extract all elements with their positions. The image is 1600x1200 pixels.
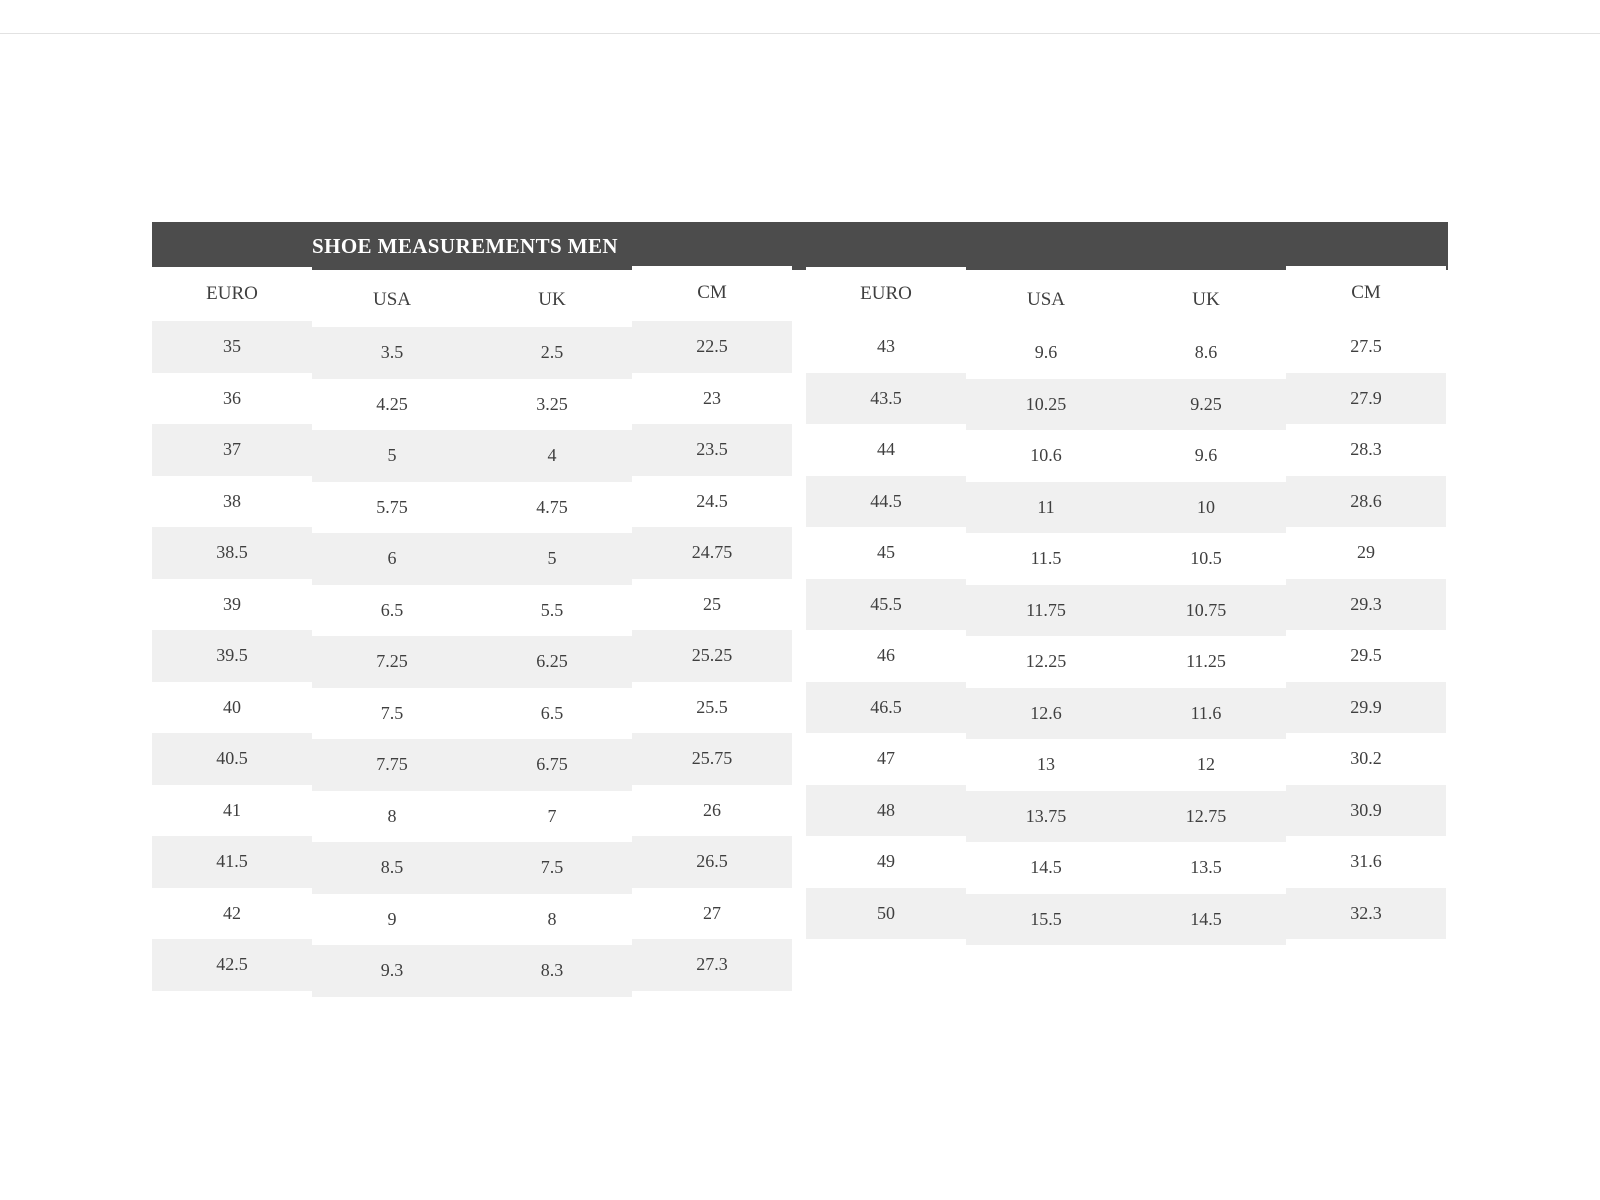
- table-cell: 7.5: [472, 842, 632, 894]
- table-cell: 14.5: [1030, 857, 1062, 878]
- table-row: [806, 839, 1446, 891]
- table-row: [806, 530, 1446, 582]
- table-cell: 13.75: [966, 791, 1126, 843]
- table-row: [152, 788, 792, 840]
- table-row: [152, 891, 792, 943]
- table-cell: 4.25: [376, 393, 408, 414]
- tables-container: [152, 270, 1448, 994]
- table-cell: 5.75: [376, 496, 408, 517]
- table-cell: 44: [877, 439, 895, 460]
- table-row: [806, 582, 1446, 634]
- table-cell: 41.5: [152, 836, 312, 888]
- table-cell: 29.9: [1286, 682, 1446, 734]
- table-cell: 7.75: [312, 739, 472, 791]
- table-cell: 45.5: [806, 579, 966, 631]
- table-cell: 38: [223, 490, 241, 511]
- left-table-head: [152, 270, 792, 324]
- table-cell: 27.3: [632, 939, 792, 991]
- table-cell: 27: [703, 902, 721, 923]
- table-cell: 3.25: [536, 393, 568, 414]
- page-top-divider: [0, 33, 1600, 34]
- table-cell: 4: [472, 430, 632, 482]
- table-cell: 11.5: [1030, 548, 1062, 569]
- table-cell: 11.25: [1186, 651, 1226, 672]
- table-cell: 38.5: [152, 527, 312, 579]
- size-chart: [152, 222, 1448, 994]
- table-cell: 5.5: [540, 599, 564, 620]
- table-cell: 36: [223, 387, 241, 408]
- table-cell: 37: [152, 424, 312, 476]
- table-cell: 10.75: [1126, 585, 1286, 637]
- table-cell: 48: [806, 785, 966, 837]
- table-cell: 28.6: [1286, 476, 1446, 528]
- table-cell: 9.25: [1126, 379, 1286, 431]
- table-cell: 25.75: [632, 733, 792, 785]
- column-header-uk: UK: [1126, 273, 1286, 327]
- table-cell: 9.6: [1034, 342, 1058, 363]
- table-row: [806, 891, 1446, 943]
- column-header-cm: CM: [1286, 266, 1446, 320]
- table-cell: 25.5: [696, 696, 728, 717]
- table-row: [806, 736, 1446, 788]
- table-cell: 6.5: [540, 702, 564, 723]
- table-cell: 26.5: [632, 836, 792, 888]
- table-row: [806, 788, 1446, 840]
- page-title: SHOE MEASUREMENTS MEN: [312, 233, 618, 258]
- table-cell: 40: [223, 696, 241, 717]
- table-cell: 10.25: [966, 379, 1126, 431]
- table-row: [152, 685, 792, 737]
- table-cell: 45: [877, 542, 895, 563]
- table-cell: 23: [703, 387, 721, 408]
- table-cell: 46.5: [806, 682, 966, 734]
- table-cell: 7.25: [312, 636, 472, 688]
- column-header-usa: USA: [312, 273, 472, 327]
- table-cell: 6: [312, 533, 472, 585]
- table-cell: 9: [387, 908, 397, 929]
- table-cell: 27.9: [1286, 373, 1446, 425]
- table-cell: 3.5: [312, 327, 472, 379]
- table-cell: 6.25: [472, 636, 632, 688]
- table-row: [152, 479, 792, 531]
- table-cell: 5: [472, 533, 632, 585]
- table-cell: 13: [1037, 754, 1055, 775]
- table-cell: 24.5: [696, 490, 728, 511]
- table-row: [152, 324, 792, 376]
- table-cell: 50: [806, 888, 966, 940]
- column-header-euro: EURO: [806, 267, 966, 321]
- table-cell: 30.9: [1286, 785, 1446, 837]
- left-table-body: [152, 324, 792, 994]
- table-cell: 41: [223, 799, 241, 820]
- chart-title-bar: [152, 222, 1448, 270]
- table-cell: 29: [1357, 542, 1375, 563]
- table-cell: 47: [877, 748, 895, 769]
- table-cell: 35: [152, 321, 312, 373]
- table-cell: 26: [703, 799, 721, 820]
- table-cell: 40.5: [152, 733, 312, 785]
- table-cell: 43.5: [806, 373, 966, 425]
- table-cell: 9.6: [1194, 445, 1218, 466]
- table-cell: 27.5: [1350, 336, 1382, 357]
- table-row: [152, 839, 792, 891]
- table-cell: 42.5: [152, 939, 312, 991]
- table-cell: 6.75: [472, 739, 632, 791]
- table-cell: 22.5: [632, 321, 792, 373]
- table-cell: 8: [547, 908, 557, 929]
- table-row: [152, 942, 792, 994]
- table-row: [806, 376, 1446, 428]
- right-table-head: [806, 270, 1446, 324]
- table-cell: 29.3: [1286, 579, 1446, 631]
- column-header-uk: UK: [472, 273, 632, 327]
- table-cell: 11.75: [966, 585, 1126, 637]
- table-cell: 46: [877, 645, 895, 666]
- left-header-row: [152, 270, 792, 324]
- table-cell: 23.5: [632, 424, 792, 476]
- table-cell: 49: [877, 851, 895, 872]
- table-row: [152, 427, 792, 479]
- table-cell: 43: [877, 336, 895, 357]
- table-row: [806, 427, 1446, 479]
- table-row: [152, 376, 792, 428]
- table-cell: 25: [703, 593, 721, 614]
- table-cell: 13.5: [1190, 857, 1222, 878]
- table-cell: 12: [1197, 754, 1215, 775]
- right-table-body: [806, 324, 1446, 942]
- column-header-usa: USA: [966, 273, 1126, 327]
- table-cell: 39: [223, 593, 241, 614]
- table-cell: 12.25: [1025, 651, 1067, 672]
- table-cell: 12.6: [966, 688, 1126, 740]
- table-row: [806, 479, 1446, 531]
- table-row: [152, 736, 792, 788]
- table-cell: 10.5: [1190, 548, 1222, 569]
- table-cell: 14.5: [1126, 894, 1286, 946]
- table-row: [806, 685, 1446, 737]
- column-header-euro: EURO: [152, 267, 312, 321]
- right-size-table: [806, 270, 1446, 942]
- table-cell: 32.3: [1286, 888, 1446, 940]
- table-row: [806, 633, 1446, 685]
- table-cell: 10: [1126, 482, 1286, 534]
- table-cell: 31.6: [1350, 851, 1382, 872]
- table-cell: 8.5: [312, 842, 472, 894]
- table-cell: 15.5: [966, 894, 1126, 946]
- left-size-table: [152, 270, 792, 994]
- table-cell: 8.3: [472, 945, 632, 997]
- table-cell: 4.75: [536, 496, 568, 517]
- table-row: [806, 324, 1446, 376]
- right-header-row: [806, 270, 1446, 324]
- table-cell: 9.3: [312, 945, 472, 997]
- table-cell: 30.2: [1350, 748, 1382, 769]
- table-cell: 25.25: [632, 630, 792, 682]
- table-cell: 11: [966, 482, 1126, 534]
- column-header-cm: CM: [632, 266, 792, 320]
- table-cell: 8.6: [1194, 342, 1218, 363]
- table-cell: 42: [223, 902, 241, 923]
- table-row: [152, 582, 792, 634]
- table-cell: 2.5: [472, 327, 632, 379]
- table-row: [152, 633, 792, 685]
- table-cell: 12.75: [1126, 791, 1286, 843]
- table-cell: 6.5: [380, 599, 404, 620]
- table-cell: 39.5: [152, 630, 312, 682]
- table-cell: 10.6: [1030, 445, 1062, 466]
- table-cell: 24.75: [632, 527, 792, 579]
- table-row: [152, 530, 792, 582]
- table-cell: 29.5: [1350, 645, 1382, 666]
- table-cell: 7: [547, 805, 557, 826]
- table-cell: 28.3: [1350, 439, 1382, 460]
- table-cell: 44.5: [806, 476, 966, 528]
- table-cell: 8: [387, 805, 397, 826]
- table-cell: 11.6: [1126, 688, 1286, 740]
- table-cell: 7.5: [380, 702, 404, 723]
- table-cell: 5: [312, 430, 472, 482]
